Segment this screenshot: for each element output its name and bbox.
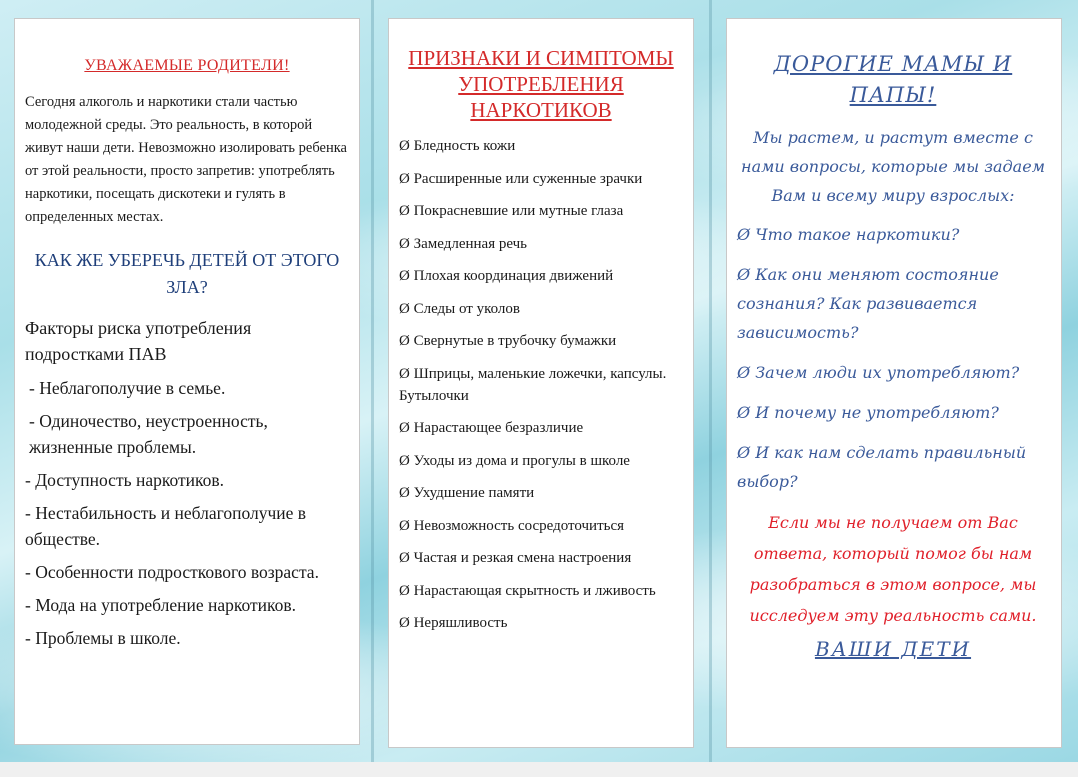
symptom-item: Ø Замедленная речь bbox=[399, 235, 528, 252]
symptom-item: Ø Невозможность сосредоточиться bbox=[399, 517, 625, 534]
risk-factor: - Одиночество, неустроенность, жизненные проблемы. bbox=[29, 411, 268, 457]
symptom-item: Ø Ухудшение памяти bbox=[399, 485, 535, 501]
symptom-item: Ø Нарастающая скрытность и лживость bbox=[399, 582, 656, 599]
symptom-item: Ø Частая и резкая смена настроения bbox=[399, 550, 632, 566]
symptom-item: Ø Свернутые в трубочку бумажки bbox=[399, 333, 617, 349]
panel1-title: УВАЖАЕМЫЕ РОДИТЕЛИ! bbox=[84, 57, 290, 74]
fold-line-left bbox=[371, 0, 374, 762]
panel1-subtitle: КАК ЖЕ УБЕРЕЧЬ ДЕТЕЙ ОТ ЭТОГО ЗЛА? bbox=[34, 250, 340, 297]
panel1-intro: Сегодня алкоголь и наркотики стали частью молодежной среды. Это реальность, в которой живут наши дети. Невозможно изолировать ребенка от этой реальности, просто запретив: употреблять наркотики, посещать дискотеки и гулять в определенных местах. bbox=[25, 94, 347, 225]
question-item: Ø И как нам сделать правильный выбор? bbox=[737, 443, 1027, 491]
symptom-item: Ø Плохая координация движений bbox=[399, 268, 614, 284]
fold-line-right bbox=[709, 0, 712, 762]
risk-factor: - Особенности подросткового возраста. bbox=[25, 562, 319, 582]
risk-factor: - Нестабильность и неблагополучие в обществе. bbox=[25, 503, 307, 549]
panel3-closing: Если мы не получаем от Вас ответа, который помог бы нам разобраться в этом вопросе, мы исследуем эту реальность сами. bbox=[749, 513, 1037, 625]
panel3-signature: ВАШИ ДЕТИ bbox=[814, 637, 972, 661]
panel-children bbox=[726, 18, 1062, 748]
symptom-item: Ø Бледность кожи bbox=[399, 138, 516, 154]
question-item: Ø Что такое наркотики? bbox=[737, 225, 960, 244]
panel-symptoms bbox=[388, 18, 694, 748]
symptom-item: Ø Расширенные или суженные зрачки bbox=[399, 170, 643, 187]
symptom-item: Ø Покрасневшие или мутные глаза bbox=[399, 203, 624, 219]
risk-factor: - Мода на употребление наркотиков. bbox=[25, 595, 297, 615]
symptom-item: Ø Следы от уколов bbox=[399, 300, 520, 317]
panel-parents bbox=[14, 18, 360, 745]
panel3-intro: Мы растем, и растут вместе с нами вопросы, которые мы задаем Вам и всему миру взрослых: bbox=[741, 128, 1045, 205]
risk-factor: - Доступность наркотиков. bbox=[25, 470, 224, 490]
question-item: Ø И почему не употребляют? bbox=[737, 403, 999, 422]
risk-factor: - Неблагополучие в семье. bbox=[29, 378, 226, 398]
panel2-title: ПРИЗНАКИ И СИМПТОМЫ УПОТРЕБЛЕНИЯ НАРКОТИКОВ bbox=[408, 46, 674, 122]
risk-factor: - Проблемы в школе. bbox=[25, 628, 181, 648]
symptom-item: Ø Шприцы, маленькие ложечки, капсулы. Бутылочки bbox=[399, 365, 667, 404]
question-item: Ø Зачем люди их употребляют? bbox=[737, 363, 1020, 382]
symptom-item: Ø Нарастающее безразличие bbox=[399, 420, 584, 436]
symptom-item: Ø Уходы из дома и прогулы в школе bbox=[399, 452, 630, 469]
risk-factors-title: Факторы риска употребления подростками ПАВ bbox=[25, 318, 252, 364]
panel3-title: ДОРОГИЕ МАМЫ И ПАПЫ! bbox=[773, 52, 1013, 107]
symptom-item: Ø Неряшливость bbox=[399, 615, 508, 631]
question-item: Ø Как они меняют состояние сознания? Как развивается зависимость? bbox=[737, 265, 999, 342]
